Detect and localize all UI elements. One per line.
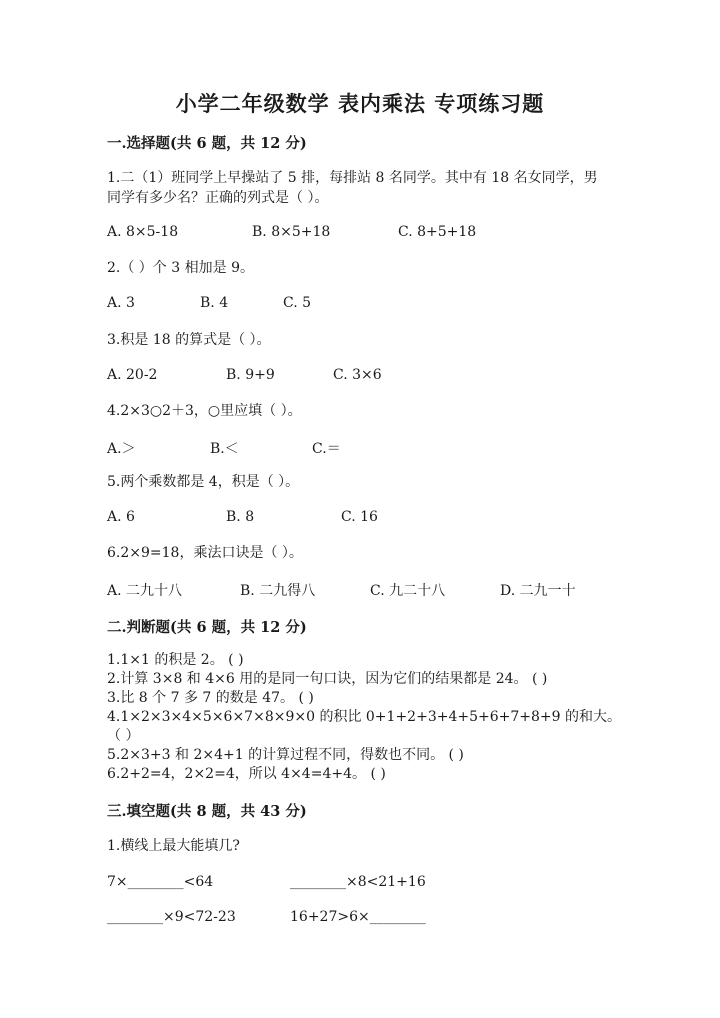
judgement-line-2: 2.计算 3×8 和 4×6 用的是同一句口诀，因为它们的结果都是 24。 ( )	[107, 671, 548, 687]
q4-option-c[interactable]: C.＝	[312, 441, 341, 457]
judgement-line-3: 3.比 8 个 7 多 7 的数是 47。 ( )	[107, 690, 314, 706]
q4-option-a[interactable]: A.＞	[107, 441, 136, 457]
q6-option-d[interactable]: D. 二九一十	[500, 583, 576, 599]
judgement-line-4: 4.1×2×3×4×5×6×7×8×9×0 的积比 0+1+2+3+4+5+6+7+8+9 的和大。	[107, 709, 622, 725]
blank-expression-4[interactable]: 16+27>6×________	[290, 909, 426, 925]
blank-expression-2[interactable]: ________×8<21+16	[290, 874, 426, 890]
blank-expression-3[interactable]: ________×9<72-23	[107, 909, 236, 925]
section-heading-choice: 一.选择题(共 6 题，共 12 分)	[107, 135, 307, 152]
question-4: 4.2×3○2＋3，○里应填（ ）。	[107, 403, 302, 419]
judgement-line-6: 6.2+2=4，2×2=4，所以 4×4=4+4。 ( )	[107, 766, 386, 782]
q1-option-b[interactable]: B. 8×5+18	[252, 224, 331, 240]
q5-option-b[interactable]: B. 8	[226, 509, 255, 525]
q2-option-c[interactable]: C. 5	[283, 295, 312, 311]
judgement-line-5: 5.2×3+3 和 2×4+1 的计算过程不同，得数也不同。 ( )	[107, 747, 464, 763]
q6-option-c[interactable]: C. 九二十八	[370, 583, 446, 599]
q5-option-c[interactable]: C. 16	[341, 509, 378, 525]
question-1-line-2: 同学有多少名？正确的列式是（ ）。	[107, 190, 329, 206]
question-6: 6.2×9=18，乘法口诀是（ ）。	[107, 545, 303, 561]
judgement-line-1: 1.1×1 的积是 2。 ( )	[107, 652, 244, 668]
q5-option-a[interactable]: A. 6	[107, 509, 135, 525]
q4-option-b[interactable]: B.＜	[210, 441, 239, 457]
judgement-line-4-bracket: （ ）	[107, 728, 140, 744]
question-2: 2.（ ）个 3 相加是 9。	[107, 260, 254, 276]
question-1-line-1: 1.二（1）班同学上早操站了 5 排，每排站 8 名同学。其中有 18 名女同学，男	[107, 170, 598, 186]
page-title: 小学二年级数学 表内乘法 专项练习题	[175, 91, 545, 116]
question-3: 3.积是 18 的算式是（ ）。	[107, 332, 271, 348]
q3-option-b[interactable]: B. 9+9	[226, 367, 275, 383]
section-heading-fill-blank: 三.填空题(共 8 题，共 43 分)	[107, 803, 307, 820]
q1-option-c[interactable]: C. 8+5+18	[398, 224, 477, 240]
section-heading-judgement: 二.判断题(共 6 题，共 12 分)	[107, 619, 307, 636]
q2-option-b[interactable]: B. 4	[200, 295, 229, 311]
question-5: 5.两个乘数都是 4，积是（ ）。	[107, 474, 300, 490]
q2-option-a[interactable]: A. 3	[107, 295, 135, 311]
q6-option-b[interactable]: B. 二九得八	[240, 583, 316, 599]
q1-option-a[interactable]: A. 8×5-18	[107, 224, 179, 240]
q3-option-c[interactable]: C. 3×6	[333, 367, 382, 383]
q6-option-a[interactable]: A. 二九十八	[107, 583, 183, 599]
fill-question-1: 1.横线上最大能填几?	[107, 838, 240, 854]
q3-option-a[interactable]: A. 20-2	[107, 367, 158, 383]
blank-expression-1[interactable]: 7×________<64	[107, 874, 214, 890]
